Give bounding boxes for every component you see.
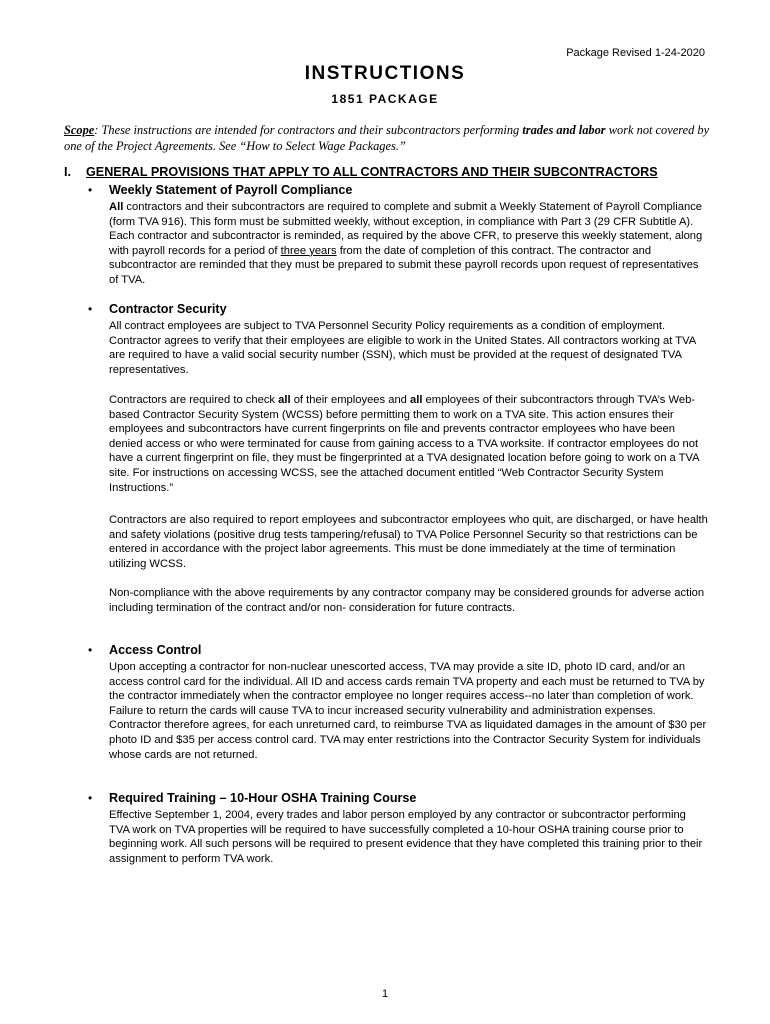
item-paragraph (109, 393, 709, 495)
scope-text-a: These instructions are intended for contractors and their subcontractors performing (98, 123, 523, 137)
item-paragraph: All contract employees are subject to TVA Personnel Security Policy requirements as a condition of employment. Contractor agrees to verify that their employees are eligible to work in the United States. All contractors working at TVA are required to have a valid social security number (SSN), which must be provided at the request of designated TVA representatives. (109, 320, 696, 376)
item-paragraph: Contractors are also required to report employees and subcontractor employees who quit, are discharged, or have health and safety violations (positive drug tests tampering/refusal) to TVA Police Personnel Security so that restrictions can be entered in accordance with the project labor agreements. This must be done immediately at the time of termination utilizing WCSS. (109, 514, 708, 570)
item-heading: Contractor Security (109, 302, 227, 316)
para-text: contractors and their subcontractors are required to complete and submit a Weekly Statement of Payroll Compliance (form TVA 916). This form must be submitted weekly, without exception, in compliance with Part 3 (29 CFR Subtitle A). Each contractor and subcontractor is reminded, as required by the above CFR, to preserve this weekly statement, along with payroll records for a period of (109, 201, 703, 257)
bullet-icon: • (88, 302, 93, 316)
page-number: 1 (381, 988, 389, 1000)
item-paragraph (109, 200, 709, 288)
scope-text-b: work not covered by one of the Project Agreements. See “How to Select Wage Packages.” (64, 123, 710, 153)
para-text: employees of their subcontractors through TVA’s Web-based Contractor Security System (WCSS) before permitting them to work on a TVA site. This action ensures their employees and subcontractors have current fingerprints on file and prevents contractor employees who have been denied access or who were terminated for cause from gaining access to a TVA worksite. If contractor employees do not have a current fingerprint on file, they must be fingerprinted at a TVA designated location before going to work on a TVA site. For instructions on accessing WCSS, see the attached document entitled “Web Contractor Security System Instructions.” (109, 394, 699, 494)
noncompliance-warning: Non-compliance with the above requirements by any contractor company may be considered grounds for adverse action including termination of the contract and/or non- consideration for future contracts. (109, 587, 705, 614)
bullet-icon: • (88, 183, 93, 197)
scope-label: Scope (64, 123, 95, 137)
section-heading (64, 165, 734, 179)
scope-colon: : (94, 123, 99, 137)
para-bold: all (278, 394, 291, 406)
item-heading: Required Training – 10-Hour OSHA Training Course (109, 791, 417, 805)
section-number: I. (64, 165, 71, 179)
page-subtitle: 1851 PACKAGE (331, 92, 439, 106)
para-text: from the date of completion of this contract. The contractor and subcontractor are reminded that they must be prepared to submit these payroll records upon request of representatives of TVA. (109, 244, 699, 286)
item-heading: Weekly Statement of Payroll Compliance (109, 183, 353, 197)
scope-text-bold: trades and labor (522, 123, 606, 137)
para-bold: All (109, 201, 124, 213)
para-text: of their employees and (290, 394, 410, 406)
bullet-icon: • (88, 791, 93, 805)
revision-date: Package Revised 1-24-2020 (566, 47, 705, 59)
section-title: GENERAL PROVISIONS THAT APPLY TO ALL CONTRACTORS AND THEIR SUBCONTRACTORS (86, 165, 658, 179)
item-paragraph: Effective September 1, 2004, every trades and labor person employed by any contractor or subcontractor performing TVA work on TVA properties will be required to have successfully completed a 10-hour OSHA training course prior to beginning work. All such persons will be required to present evidence that they have completed this training prior to their assignment to perform TVA work. (109, 809, 703, 865)
para-bold: all (410, 394, 423, 406)
bullet-icon: • (88, 643, 93, 657)
para-underline: three years (280, 244, 337, 257)
para-text: Contractors are required to check (109, 394, 279, 406)
page-title: INSTRUCTIONS (304, 63, 466, 84)
item-heading: Access Control (109, 643, 202, 657)
scope-paragraph (64, 122, 724, 154)
item-paragraph: Upon accepting a contractor for non-nuclear unescorted access, TVA may provide a site ID, photo ID card, and/or an access control card for the individual. All ID and access cards remain TVA property and each must be returned to TVA by the contractor immediately when the contractor employee no longer requires access--no later than completion of work. Failure to return the cards will cause TVA to incur increased security vulnerability and administration expenses. Contractor therefore agrees, for each unreturned card, to reimburse TVA as liquidated damages in the amount of $30 per photo ID and $35 per access control card. TVA may enter restrictions into the Contractor Security System for individuals whose cards are not returned. (109, 661, 707, 761)
